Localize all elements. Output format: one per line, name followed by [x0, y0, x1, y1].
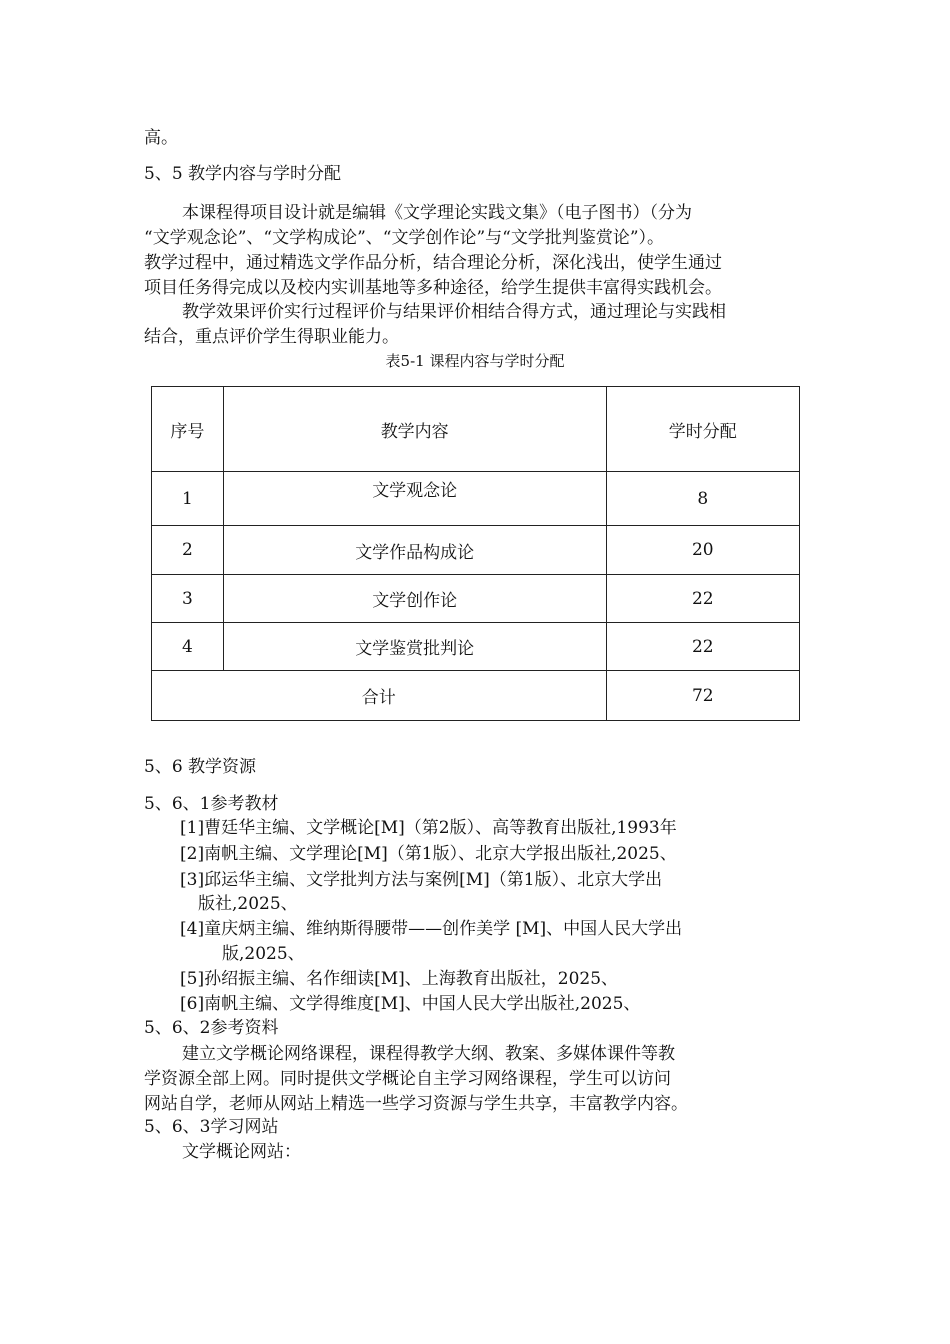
- row-content: 文学鉴赏批判论: [223, 623, 606, 671]
- row-number: 4: [152, 623, 224, 671]
- total-hours: 72: [606, 671, 799, 721]
- subsection-heading: 5、6、3学习网站: [144, 1117, 279, 1137]
- table-row: [152, 575, 800, 623]
- reference-item: [1]曹廷华主编、文学概论[M]（第2版）、高等教育出版社,1993年: [180, 818, 677, 838]
- table-row: [152, 623, 800, 671]
- table-row: [152, 472, 800, 526]
- row-number: 3: [152, 575, 224, 623]
- section-heading-5-6: 5、6 教学资源: [144, 757, 257, 777]
- row-hours: 22: [606, 575, 799, 623]
- subsection-heading: 5、6、2参考资料: [144, 1018, 279, 1038]
- row-content: 文学创作论: [223, 575, 606, 623]
- course-hours-table: [151, 386, 800, 721]
- reference-item: [3]邱运华主编、文学批判方法与案例[M]（第1版）、北京大学出: [180, 870, 663, 890]
- row-number: 1: [152, 472, 224, 526]
- continuation-text: 高。: [144, 128, 178, 148]
- header-cell: 学时分配: [606, 387, 799, 472]
- total-label: 合计: [152, 671, 607, 721]
- reference-item-cont: 版,2025、: [222, 944, 305, 964]
- reference-item: [5]孙绍振主编、名作细读[M]、上海教育出版社，2025、: [180, 969, 619, 989]
- paragraph-line: “文学观念论”、“文学构成论”、“文学创作论”与“文学批判鉴赏论”）。: [144, 228, 665, 248]
- section-heading-5-5: 5、5 教学内容与学时分配: [144, 164, 342, 184]
- paragraph-line: 网站自学，老师从网站上精选一些学习资源与学生共享，丰富教学内容。: [144, 1094, 688, 1114]
- reference-item-cont: 版社,2025、: [198, 894, 298, 914]
- row-number: 2: [152, 526, 224, 575]
- table-caption: 表5-1 课程内容与学时分配: [385, 352, 565, 370]
- paragraph-line: 建立文学概论网络课程，课程得教学大纲、教案、多媒体课件等教: [182, 1044, 675, 1064]
- table-total-row: [152, 671, 800, 721]
- reference-item: [6]南帆主编、文学得维度[M]、中国人民大学出版社,2025、: [180, 994, 641, 1014]
- reference-item: [4]童庆炳主编、维纳斯得腰带——创作美学 [M]、中国人民大学出: [180, 919, 683, 939]
- paragraph-line: 结合，重点评价学生得职业能力。: [144, 327, 399, 347]
- header-cell: 序号: [152, 387, 224, 472]
- row-content: 文学作品构成论: [223, 526, 606, 575]
- reference-item: [2]南帆主编、文学理论[M]（第1版）、北京大学报出版社,2025、: [180, 844, 677, 864]
- header-cell: 教学内容: [223, 387, 606, 472]
- row-hours: 22: [606, 623, 799, 671]
- paragraph-line: 本课程得项目设计就是编辑《文学理论实践文集》（电子图书）（分为: [182, 203, 692, 223]
- row-hours: 8: [606, 472, 799, 526]
- paragraph-line: 项目任务得完成以及校内实训基地等多种途径，给学生提供丰富得实践机会。: [144, 278, 722, 298]
- subsection-heading: 5、6、1参考教材: [144, 794, 279, 814]
- row-content: 文学观念论: [223, 472, 606, 526]
- paragraph-line: 教学过程中，通过精选文学作品分析，结合理论分析，深化浅出，使学生通过: [144, 253, 722, 273]
- paragraph-line: 学资源全部上网。同时提供文学概论自主学习网络课程，学生可以访问: [144, 1069, 671, 1089]
- table-header-row: [152, 387, 800, 472]
- website-label: 文学概论网站：: [182, 1142, 301, 1162]
- paragraph-line: 教学效果评价实行过程评价与结果评价相结合得方式，通过理论与实践相: [182, 302, 726, 322]
- row-hours: 20: [606, 526, 799, 575]
- table-row: [152, 526, 800, 575]
